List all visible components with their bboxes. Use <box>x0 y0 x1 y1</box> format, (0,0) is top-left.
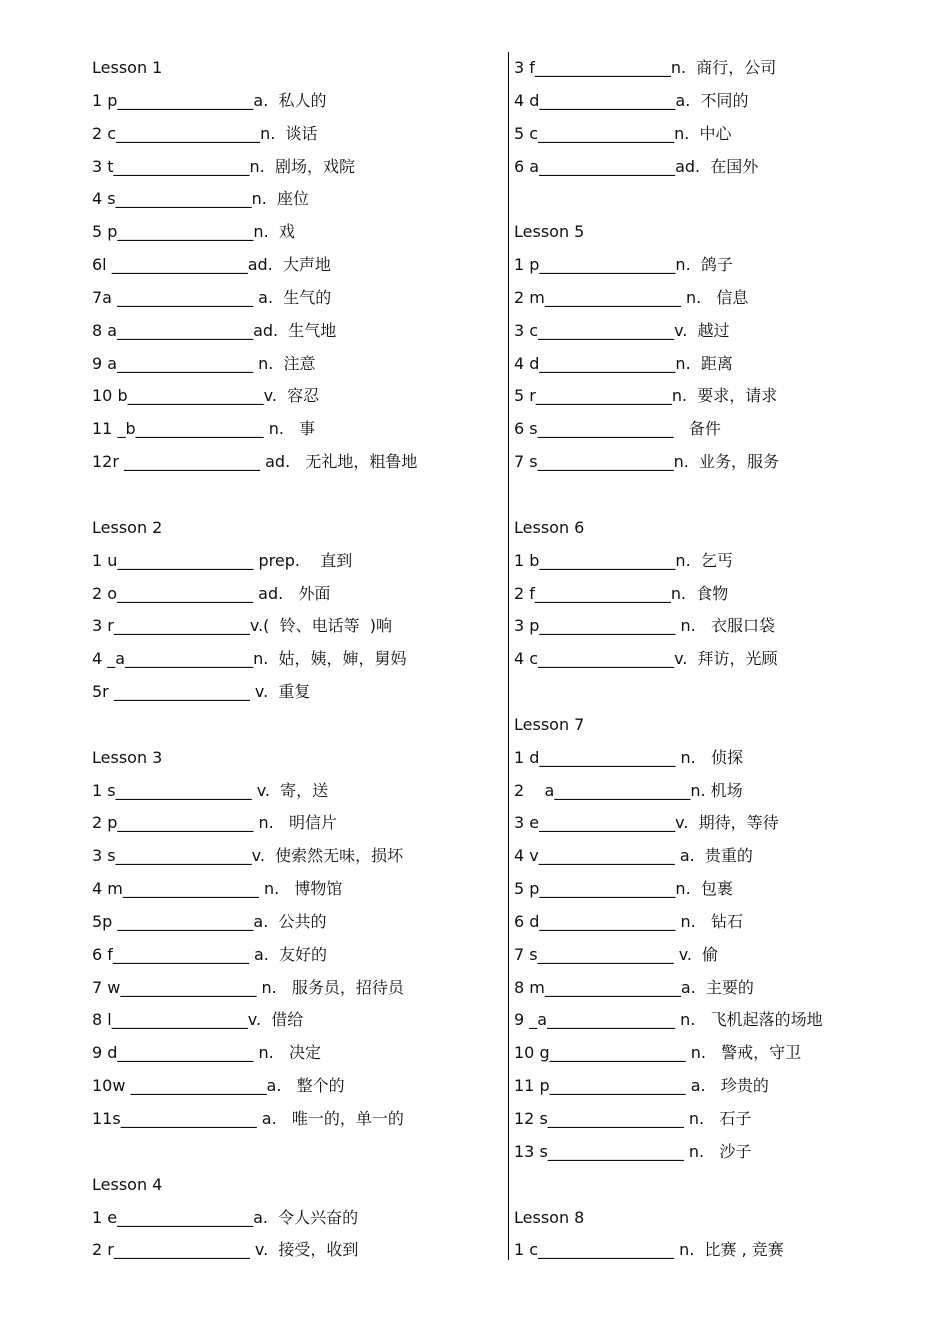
lesson-heading: Lesson 8 <box>514 1207 585 1227</box>
vocab-item: 6 s_________________ 备件 <box>514 419 721 439</box>
vocab-item: 3 p_________________ n. 衣服口袋 <box>514 616 775 636</box>
vocab-item: 1 b_________________n. 乞丐 <box>514 550 733 570</box>
vocab-item: 1 e_________________a. 令人兴奋的 <box>92 1207 359 1227</box>
blank-line <box>514 479 914 512</box>
vocab-item: 1 u_________________ prep. 直到 <box>92 550 353 570</box>
vocab-item: 7 w_________________ n. 服务员，招待员 <box>92 977 404 997</box>
vocab-item: 7a _________________ a. 生气的 <box>92 287 332 307</box>
vocab-item: 1 p_________________a. 私人的 <box>92 90 327 110</box>
left-column <box>92 52 492 1267</box>
vocab-item: 3 f_________________n. 商行，公司 <box>514 58 777 77</box>
column-divider <box>508 52 509 1260</box>
vocab-item: 12r _________________ ad. 无礼地，粗鲁地 <box>92 452 418 472</box>
vocab-item: 3 e_________________v. 期待，等待 <box>514 813 779 833</box>
vocab-item: 6l _________________ad. 大声地 <box>92 255 331 275</box>
blank-line <box>514 183 914 216</box>
lesson-heading: Lesson 4 <box>92 1174 163 1194</box>
vocab-item: 3 r_________________v.( 铃、电话等 )响 <box>92 616 392 636</box>
vocab-item: 2 p_________________ n. 明信片 <box>92 813 337 833</box>
blank-line <box>514 676 914 709</box>
vocab-item: 6 d_________________ n. 钻石 <box>514 911 743 931</box>
vocab-item: 2 f_________________n. 食物 <box>514 583 729 603</box>
vocab-item: 1 c_________________ n. 比赛 , 竞赛 <box>514 1240 784 1260</box>
vocab-item: 9 d_________________ n. 决定 <box>92 1043 321 1063</box>
vocab-item: 3 t_________________n. 剧场，戏院 <box>92 156 355 176</box>
vocab-item: 9 _a________________ n. 飞机起落的场地 <box>514 1010 823 1030</box>
vocab-item: 8 l_________________v. 借给 <box>92 1010 304 1030</box>
vocab-item: 5r _________________ v. 重复 <box>92 682 311 702</box>
vocab-item: 2 c__________________n. 谈话 <box>92 123 318 143</box>
vocab-item: 11s_________________ a. 唯一的，单一的 <box>92 1109 404 1128</box>
vocab-item: 7 s_________________n. 业务，服务 <box>514 452 780 472</box>
vocab-item: 6 f_________________ a. 友好的 <box>92 944 328 964</box>
vocab-item: 4 _a________________n. 姑，姨，婶，舅妈 <box>92 649 407 669</box>
vocab-item: 10 g_________________ n. 警戒，守卫 <box>514 1043 802 1063</box>
vocab-item: 13 s_________________ n. 沙子 <box>514 1141 752 1161</box>
vocab-item: 8 m_________________a. 主要的 <box>514 977 754 997</box>
vocab-item: 4 c_________________v. 拜访，光顾 <box>514 649 778 669</box>
vocab-item: 2 m_________________ n. 信息 <box>514 287 749 307</box>
vocab-item: 2 a_________________n. 机场 <box>514 780 743 800</box>
vocab-item: 2 o_________________ ad. 外面 <box>92 583 331 603</box>
vocab-item: 5p _________________a. 公共的 <box>92 911 327 931</box>
vocab-item: 8 a_________________ad. 生气地 <box>92 320 337 340</box>
lesson-heading: Lesson 2 <box>92 517 163 537</box>
vocab-item: 4 s_________________n. 座位 <box>92 189 310 209</box>
blank-line <box>92 709 492 742</box>
blank-line <box>92 479 492 512</box>
lesson-heading: Lesson 5 <box>514 222 585 242</box>
vocab-item: 4 v_________________ a. 贵重的 <box>514 846 753 866</box>
blank-line <box>514 1169 914 1202</box>
vocab-item: 7 s_________________ v. 偷 <box>514 944 719 964</box>
vocab-item: 10w _________________a. 整个的 <box>92 1076 345 1096</box>
vocab-item: 1 p_________________n. 鸽子 <box>514 255 733 275</box>
lesson-heading: Lesson 6 <box>514 517 585 537</box>
vocab-item: 3 s_________________v. 使索然无味，损坏 <box>92 846 404 866</box>
vocab-item: 4 d_________________a. 不同的 <box>514 90 749 110</box>
vocab-item: 12 s_________________ n. 石子 <box>514 1109 752 1128</box>
vocab-item: 5 c_________________n. 中心 <box>514 123 732 143</box>
vocab-item: 1 d_________________ n. 侦探 <box>514 747 743 767</box>
vocab-item: 4 d_________________n. 距离 <box>514 353 733 373</box>
vocab-item: 10 b_________________v. 容忍 <box>92 386 320 406</box>
vocab-item: 4 m_________________ n. 博物馆 <box>92 879 343 899</box>
vocab-item: 5 r_________________n. 要求，请求 <box>514 386 778 406</box>
vocab-item: 5 p_________________n. 戏 <box>92 222 295 242</box>
lesson-heading: Lesson 7 <box>514 714 585 734</box>
vocab-item: 2 r_________________ v. 接受，收到 <box>92 1240 359 1260</box>
vocab-item: 11 p_________________ a. 珍贵的 <box>514 1076 769 1096</box>
right-column <box>514 52 914 1267</box>
vocab-item: 9 a_________________ n. 注意 <box>92 353 316 373</box>
lesson-heading: Lesson 1 <box>92 58 163 77</box>
vocab-item: 1 s_________________ v. 寄，送 <box>92 780 329 800</box>
blank-line <box>92 1136 492 1169</box>
vocab-item: 6 a_________________ad. 在国外 <box>514 156 759 176</box>
vocab-item: 11 _b________________ n. 事 <box>92 419 316 439</box>
lesson-heading: Lesson 3 <box>92 747 163 767</box>
vocab-item: 5 p_________________n. 包裹 <box>514 879 733 899</box>
vocab-item: 3 c_________________v. 越过 <box>514 320 730 340</box>
